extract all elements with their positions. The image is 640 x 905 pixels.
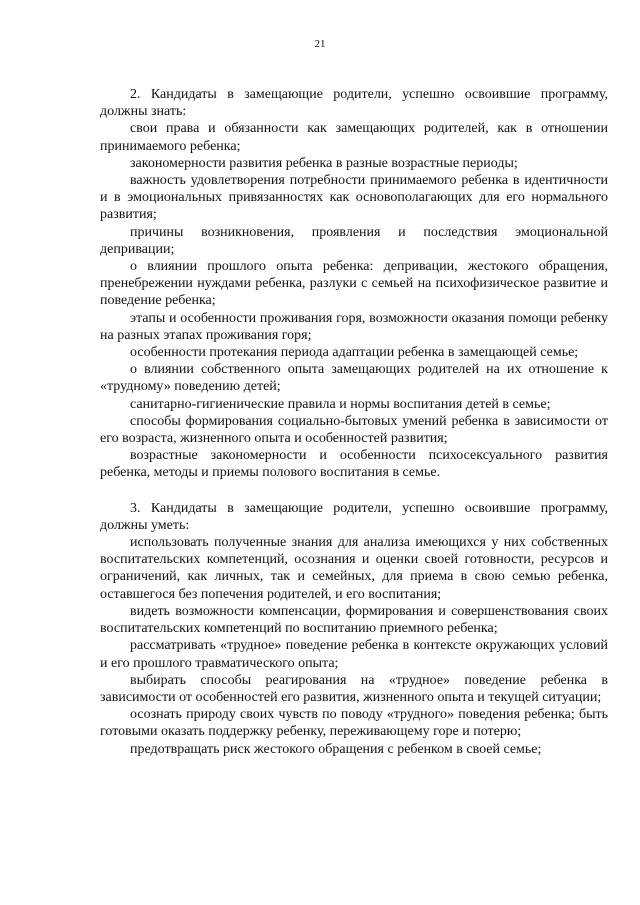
section-2 [100,86,608,482]
list-item: рассматривать «трудное» поведение ребенка в контексте окружающих условий и его прошлого травматического опыта; [100,638,608,671]
list-item: способы формирования социально-бытовых умений ребенка в зависимости от его возраста, жизненного опыта и особенностей развития; [100,413,608,447]
list-item: предотвращать риск жестокого обращения с ребенком в своей семье; [130,741,542,757]
section-heading: 2. Кандидаты в замещающие родители, успешно освоившие программу, должны знать: [100,87,608,120]
page-number: 21 [314,38,326,50]
list-item: выбирать способы реагирования на «трудное» поведение ребенка в зависимости от особенностей его развития, жизненного опыта и текущей ситуации; [100,672,608,705]
document-body [100,86,608,758]
list-item: санитарно-гигиенические правила и нормы воспитания детей в семье; [130,396,551,412]
section-spacer [100,482,608,500]
section-heading: 3. Кандидаты в замещающие родители, успешно освоившие программу, должны уметь: [100,500,608,533]
list-item: важность удовлетворения потребности принимаемого ребенка в идентичности и в эмоциональных привязанностях как основополагающих для его нормального развития; [100,173,608,223]
section-3 [100,500,608,758]
list-item: использовать полученные знания для анализа имеющихся у них собственных воспитательских компетенций, осознания и оценки своей готовности, ресурсов и ограничений, как личных, так и семейных, для приема в свою семью ребенка, оставшегося без попечения родителей, и его воспитания; [100,535,608,602]
list-item: возрастные закономерности и особенности психосексуального развития ребенка, методы и приемы полового воспитания в семье. [100,448,608,481]
list-item: видеть возможности компенсации, формирования и совершенствования своих воспитательских компетенций по воспитанию приемного ребенка; [100,603,608,637]
list-item: особенности протекания периода адаптации ребенка в замещающей семье; [130,345,579,361]
list-item: о влиянии прошлого опыта ребенка: депривации, жестокого обращения, пренебрежении нуждами ребенка, разлуки с семьей на психофизическое развитие и поведение ребенка; [100,259,608,309]
list-item: свои права и обязанности как замещающих родителей, как в отношении принимаемого ребенка; [100,121,608,154]
list-item: осознать природу своих чувств по поводу «трудного» поведения ребенка; быть готовыми оказать поддержку ребенку, переживающему горе и потерю; [100,707,608,740]
list-item: причины возникновения, проявления и последствия эмоциональной депривации; [100,224,608,257]
list-item: этапы и особенности проживания горя, возможности оказания помощи ребенку на разных этапах проживания горя; [100,310,608,343]
list-item: закономерности развития ребенка в разные возрастные периоды; [130,155,518,171]
list-item: о влиянии собственного опыта замещающих родителей на их отношение к «трудному» поведению детей; [100,362,608,395]
